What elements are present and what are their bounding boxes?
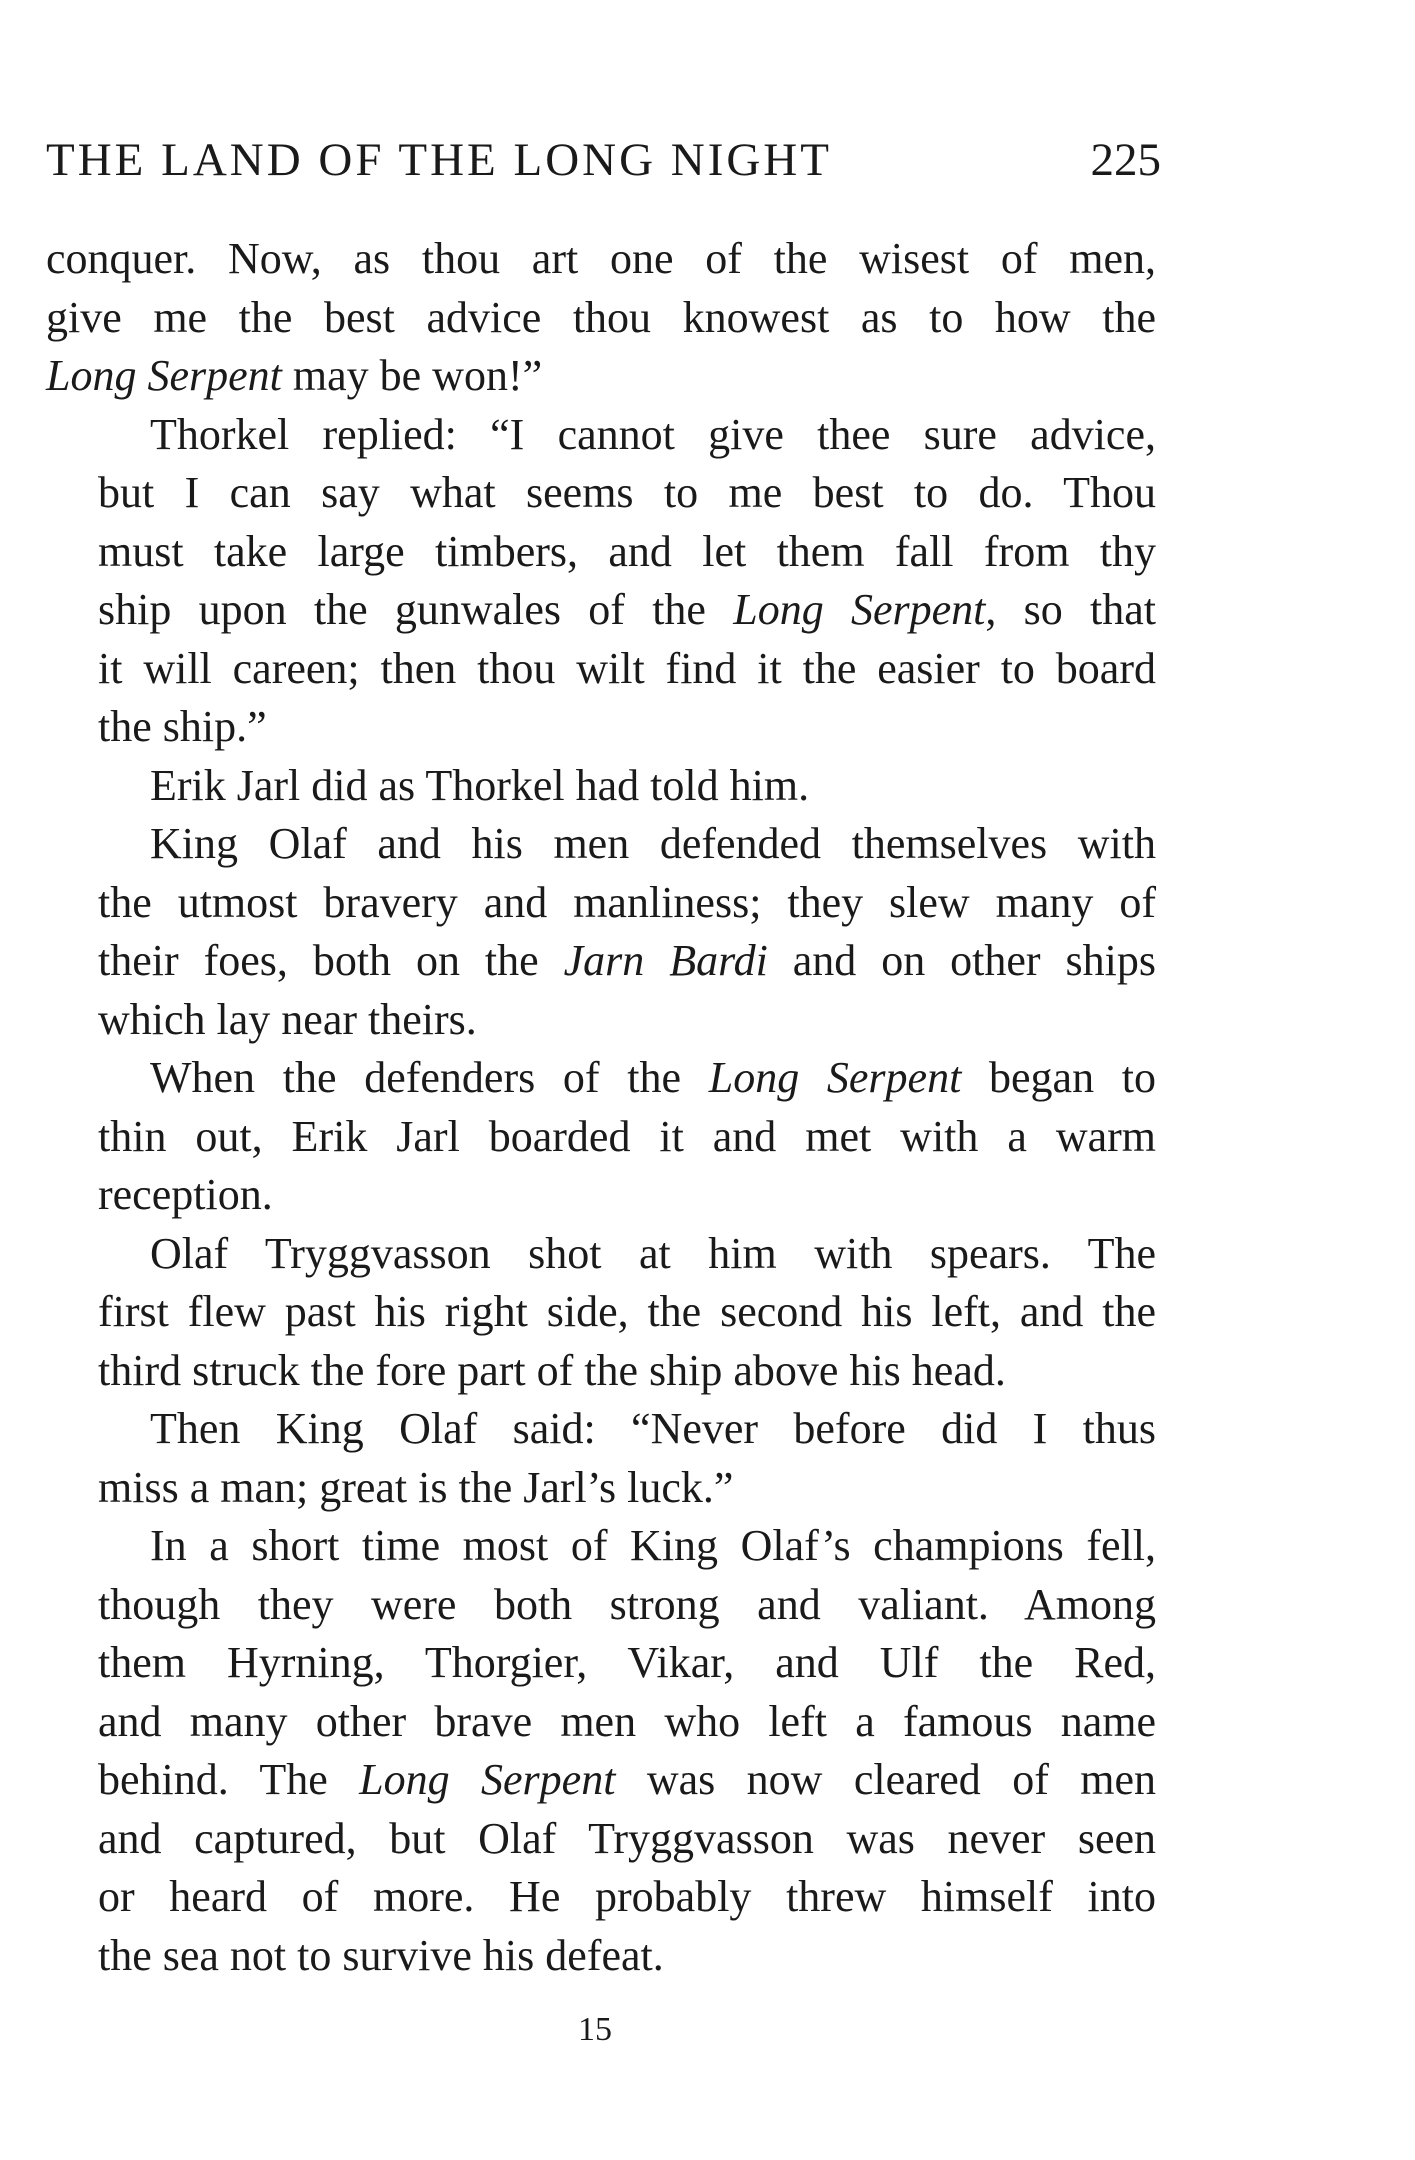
text-line: ship upon the gunwales of the Long Serpent, so that: [98, 585, 1156, 634]
page-number: 225: [1090, 134, 1161, 186]
text-line: first flew past his right side, the second his left, and the: [98, 1287, 1156, 1336]
text-line: King Olaf and his men defended themselves with: [150, 819, 1156, 868]
ship-name: Jarn Bardi: [563, 936, 768, 985]
text-line: Erik Jarl did as Thorkel had told him.: [150, 760, 810, 810]
text-line: must take large timbers, and let them fall from thy: [98, 526, 1156, 576]
ship-name: Long Serpent: [733, 585, 986, 634]
text-line: reception.: [98, 1170, 273, 1219]
text-line: it will careen; then thou wilt find it the easier to board: [98, 643, 1156, 693]
text-line: Long Serpent may be won!”: [46, 351, 543, 400]
text-line: their foes, both on the Jarn Bardi and on other ships: [98, 936, 1156, 985]
paragraph: [46, 815, 1156, 1049]
ship-name: Long Serpent: [359, 1755, 616, 1804]
text-line: though they were both strong and valiant. Among: [98, 1579, 1156, 1629]
paragraph: [46, 757, 1156, 816]
text-line: Then King Olaf said: “Never before did I thus: [150, 1404, 1156, 1453]
paragraph: [46, 1049, 1156, 1225]
text-line: third struck the fore part of the ship above his head.: [98, 1345, 1006, 1395]
running-head: [46, 130, 1161, 190]
text-line: conquer. Now, as thou art one of the wisest of men,: [46, 234, 1156, 283]
text-line: In a short time most of King Olaf’s champions fell,: [150, 1521, 1156, 1570]
text-line: but I can say what seems to me best to do. Thou: [98, 468, 1156, 517]
paragraph: [46, 1517, 1156, 1985]
signature-mark: 15: [578, 2011, 612, 2048]
paragraph: [46, 1400, 1156, 1517]
text-line: Olaf Tryggvasson shot at him with spears. The: [150, 1228, 1156, 1278]
body-text: [46, 230, 1156, 1985]
paragraph: [46, 1225, 1156, 1401]
text-line: the ship.”: [98, 702, 267, 751]
text-line: and captured, but Olaf Tryggvasson was never seen: [98, 1813, 1156, 1863]
text-line: miss a man; great is the Jarl’s luck.”: [98, 1462, 734, 1512]
text-line: give me the best advice thou knowest as to how the: [46, 292, 1156, 342]
text-line: Thorkel replied: “I cannot give thee sure advice,: [150, 409, 1156, 459]
text-line: the utmost bravery and manliness; they slew many of: [98, 877, 1156, 927]
text-line: them Hyrning, Thorgier, Vikar, and Ulf the Red,: [98, 1638, 1156, 1687]
text-line: When the defenders of the Long Serpent began to: [150, 1053, 1156, 1102]
text-line: and many other brave men who left a famous name: [98, 1696, 1156, 1746]
text-line: thin out, Erik Jarl boarded it and met with a warm: [98, 1111, 1156, 1161]
text-line: or heard of more. He probably threw himself into: [98, 1872, 1156, 1921]
paragraph: [46, 230, 1156, 406]
text-line: which lay near theirs.: [98, 994, 477, 1044]
ship-name: Long Serpent: [708, 1053, 962, 1102]
text-line: the sea not to survive his defeat.: [98, 1930, 664, 1980]
ship-name: Long Serpent: [46, 351, 282, 400]
paragraph: [46, 406, 1156, 757]
running-title: THE LAND OF THE LONG NIGHT: [46, 134, 832, 186]
text-line: behind. The Long Serpent was now cleared of men: [98, 1755, 1156, 1804]
